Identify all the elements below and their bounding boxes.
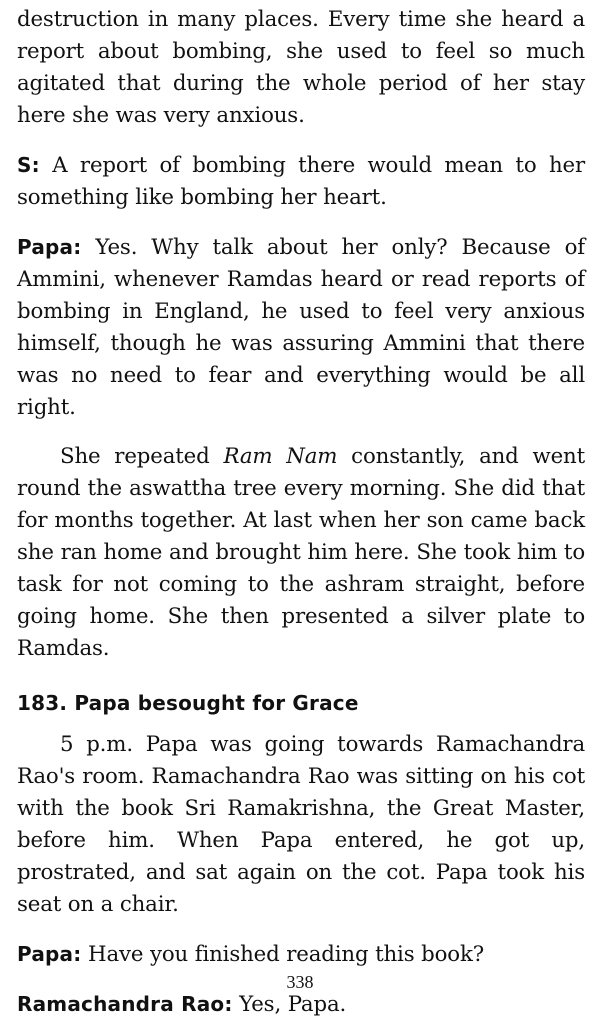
paragraph-text-before: She repeated [60, 444, 224, 469]
speaker-label: Papa: [17, 942, 82, 966]
speaker-label: Ramachandra Rao: [17, 992, 233, 1016]
paragraph-text-after: constantly, and went round the aswattha tree every morning. She did that for months together. At last when her son came back she ran home and brought him here. She took him to task for not coming to the ashram straight, before going home. She then presented a silver plate to Ramdas. [17, 444, 586, 661]
dialogue-text: Yes. Why talk about her only? Because of Ammini, whenever Ramdas heard or read reports of bombing in England, he used to feel very anxious himself, though he was assuring Ammini that there was no need to fear and everything would be all right. [17, 235, 585, 420]
dialogue-text: A report of bombing there would mean to her something like bombing her heart. [17, 153, 585, 210]
paragraph-ram-nam [17, 441, 585, 665]
speaker-label: S: [17, 153, 40, 177]
paragraph-text: 5 p.m. Papa was going towards Ramachandra Rao's room. Ramachandra Rao was sitting on his cot with the book Sri Ramakrishna, the Great Master, before him. When Papa entered, he got up, prostrated, and sat again on the cot. Papa took his seat on a chair. [17, 732, 585, 917]
paragraph-5pm [17, 729, 585, 921]
paragraph-continuation [17, 4, 585, 132]
dialogue-text: Yes, Papa. [232, 992, 347, 1017]
dialogue-papa-1 [17, 231, 585, 424]
section-title: Papa besought for Grace [67, 691, 359, 715]
section-number: 183. [17, 691, 68, 715]
paragraph-text: destruction in many places. Every time she heard a report about bombing, she used to feel so much agitated that during the whole period of her stay here she was very anxious. [17, 7, 585, 128]
dialogue-s [17, 149, 585, 214]
speaker-label: Papa: [17, 235, 82, 259]
dialogue-text: Have you finished reading this book? [81, 942, 484, 967]
page-body [17, 4, 585, 1021]
section-heading [17, 687, 585, 719]
italic-term: Ram Nam [223, 444, 338, 469]
page-number: 338 [286, 972, 314, 992]
dialogue-papa-2 [17, 938, 585, 971]
